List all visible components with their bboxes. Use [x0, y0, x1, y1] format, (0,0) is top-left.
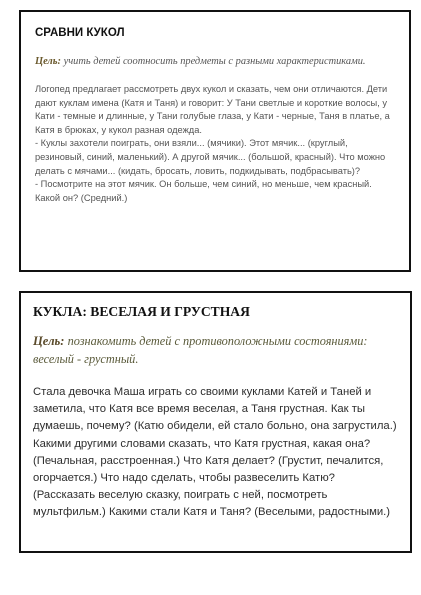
goal-text: учить детей соотносить предметы с разными характеристиками. [63, 56, 366, 67]
body-paragraph: Логопед предлагает рассмотреть двух кукол и сказать, чем они отличаются. Дети дают куклам имена (Катя и Таня) и говорит: У Тани светлые и короткие волосы, у Кати - темные и длинные, у Тани голубые глаза, у Кати - черные, Таня в платье, а Катя в брюках, у кукол разная одежда. [35, 84, 390, 135]
goal-label: Цель: [33, 334, 65, 348]
card-title: СРАВНИ КУКОЛ [35, 27, 125, 39]
activity-card-happy-sad-doll [19, 291, 412, 553]
goal-label: Цель: [35, 56, 61, 67]
card-goal [35, 55, 395, 69]
body-paragraph: Стала девочка Маша играть со своими куклами Катей и Таней и заметила, что Катя все время веселая, а Таня грустная. Как ты думаешь, почему? (Катю обидели, ей стало больно, она загрустила.) Какими другими словами сказать, что Катя грустная, какая она? (Печальная, расстроенная.) Что Катя делает? (Грустит, печалится, огорчается.) Что надо сделать, чтобы развеселить Катю? (Рассказать веселую сказку, поиграть с ней, посмотреть мультфильм.) Какими стали Катя и Таня? (Веселыми, радостными.) [33, 386, 397, 519]
card-body [33, 384, 398, 522]
body-paragraph: - Куклы захотели поиграть, они взяли... (мячики). Этот мячик... (круглый, резиновый, синий, маленький). А другой мячик... (большой, красный). Что можно делать с мячами... (кидать, бросать, ловить, подкидывать, подбрасывать)? [35, 138, 386, 176]
card-title: КУКЛА: ВЕСЕЛАЯ И ГРУСТНАЯ [33, 304, 250, 319]
card-body [35, 83, 395, 205]
card-goal [33, 332, 398, 368]
body-paragraph: - Посмотрите на этот мячик. Он больше, чем синий, но меньше, чем красный. Какой он? (Средний.) [35, 179, 372, 203]
activity-card-compare-dolls [19, 10, 411, 272]
goal-text: познакомить детей с противоположными состояниями: веселый - грустный. [33, 334, 368, 366]
